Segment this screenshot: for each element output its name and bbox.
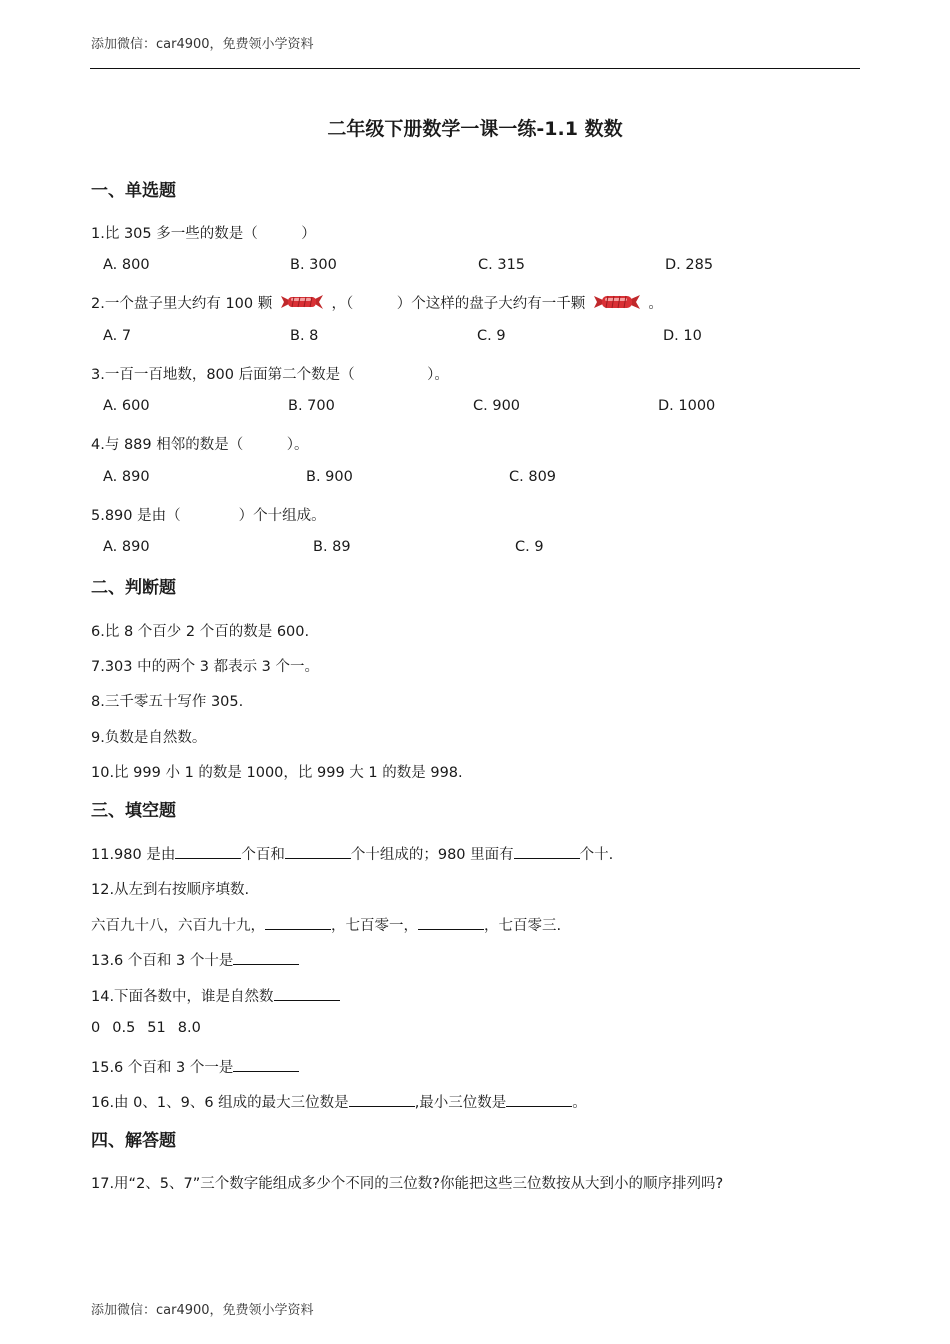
number-item: 0.5 <box>112 1020 136 1036</box>
section-heading-answer: 四、解答题 <box>91 1131 176 1151</box>
question-3-stem: 3.一百一百地数，800 后面第二个数是（ ）。 <box>91 367 449 383</box>
question-2-stem <box>91 292 663 316</box>
question-8: 8.三千零五十写作 305. <box>91 694 244 710</box>
answer-blank[interactable] <box>274 986 340 1001</box>
page-header: 添加微信：car4900，免费领小学资料 <box>91 37 314 52</box>
q11-text-a: 11.980 是由 <box>91 847 176 863</box>
q12-text-b: ，七百零一， <box>331 918 418 934</box>
answer-blank[interactable] <box>349 1092 415 1107</box>
number-item: 8.0 <box>177 1020 201 1036</box>
answer-blank[interactable] <box>265 915 331 930</box>
q2-option-d: D. 10 <box>663 328 702 344</box>
answer-blank[interactable] <box>285 844 351 859</box>
q16-text-c: 。 <box>572 1095 587 1111</box>
question-14 <box>91 985 340 1006</box>
section-heading-true-false: 二、判断题 <box>91 578 176 598</box>
q3-option-c: C. 900 <box>473 398 521 414</box>
question-16 <box>91 1091 587 1112</box>
q4-option-c: C. 809 <box>509 469 557 485</box>
q2-stem-part-c: 。 <box>648 296 663 312</box>
answer-blank[interactable] <box>175 844 241 859</box>
page-title: 二年级下册数学一课一练-1.1 数数 <box>327 118 623 140</box>
answer-blank[interactable] <box>514 844 580 859</box>
question-9: 9.负数是自然数。 <box>91 730 207 746</box>
question-12-sequence <box>91 914 561 935</box>
q16-text-b: ,最小三位数是 <box>414 1095 507 1111</box>
q12-text-c: ，七百零三. <box>484 918 562 934</box>
q1-option-b: B. 300 <box>290 257 337 273</box>
q5-option-a: A. 890 <box>103 539 150 555</box>
q1-option-a: A. 800 <box>103 257 150 273</box>
number-item: 0 <box>91 1020 101 1036</box>
answer-blank[interactable] <box>233 1057 299 1072</box>
q11-text-c: 个十组成的；980 里面有 <box>350 847 514 863</box>
q14-text-a: 14.下面各数中，谁是自然数 <box>91 989 274 1005</box>
question-17: 17.用“2、5、7”三个数字能组成多少个不同的三位数?你能把这些三位数按从大到小的顺序排列吗? <box>91 1176 724 1192</box>
answer-blank[interactable] <box>418 915 484 930</box>
q2-stem-part-a: 2.一个盘子里大约有 100 颗 <box>91 296 273 312</box>
question-6: 6.比 8 个百少 2 个百的数是 600. <box>91 624 310 640</box>
page-footer: 添加微信：car4900，免费领小学资料 <box>91 1303 314 1318</box>
header-rule <box>90 68 860 69</box>
q11-text-b: 个百和 <box>241 847 285 863</box>
q3-option-a: A. 600 <box>103 398 150 414</box>
q3-option-b: B. 700 <box>288 398 335 414</box>
question-10: 10.比 999 小 1 的数是 1000，比 999 大 1 的数是 998. <box>91 765 463 781</box>
answer-blank[interactable] <box>506 1092 572 1107</box>
q4-option-b: B. 900 <box>306 469 353 485</box>
candy-icon <box>281 293 323 315</box>
q2-stem-part-b: ，（ ）个这样的盘子大约有一千颗 <box>331 296 586 312</box>
question-1-stem: 1.比 305 多一些的数是（ ） <box>91 226 316 242</box>
question-7: 7.303 中的两个 3 都表示 3 个一。 <box>91 659 320 675</box>
section-heading-single-choice: 一、单选题 <box>91 181 176 201</box>
question-15 <box>91 1056 299 1077</box>
q2-option-c: C. 9 <box>477 328 506 344</box>
question-5-stem: 5.890 是由（ ）个十组成。 <box>91 508 326 524</box>
q15-text-a: 15.6 个百和 3 个一是 <box>91 1060 234 1076</box>
question-11 <box>91 843 613 864</box>
q4-option-a: A. 890 <box>103 469 150 485</box>
section-heading-fill-blank: 三、填空题 <box>91 801 176 821</box>
question-13 <box>91 949 299 970</box>
question-4-stem: 4.与 889 相邻的数是（ ）。 <box>91 437 309 453</box>
q1-option-d: D. 285 <box>665 257 714 273</box>
q16-text-a: 16.由 0、1、9、6 组成的最大三位数是 <box>91 1095 349 1111</box>
question-14-numbers <box>91 1020 213 1036</box>
q1-option-c: C. 315 <box>478 257 526 273</box>
candy-icon <box>594 292 640 316</box>
q13-text-a: 13.6 个百和 3 个十是 <box>91 953 234 969</box>
answer-blank[interactable] <box>233 950 299 965</box>
q5-option-b: B. 89 <box>313 539 351 555</box>
q12-text-a: 六百九十八，六百九十九， <box>91 918 265 934</box>
question-12-stem: 12.从左到右按顺序填数. <box>91 882 250 898</box>
q5-option-c: C. 9 <box>515 539 544 555</box>
number-item: 51 <box>147 1020 166 1036</box>
q2-option-a: A. 7 <box>103 328 132 344</box>
q11-text-d: 个十. <box>579 847 614 863</box>
q3-option-d: D. 1000 <box>658 398 716 414</box>
q2-option-b: B. 8 <box>290 328 319 344</box>
